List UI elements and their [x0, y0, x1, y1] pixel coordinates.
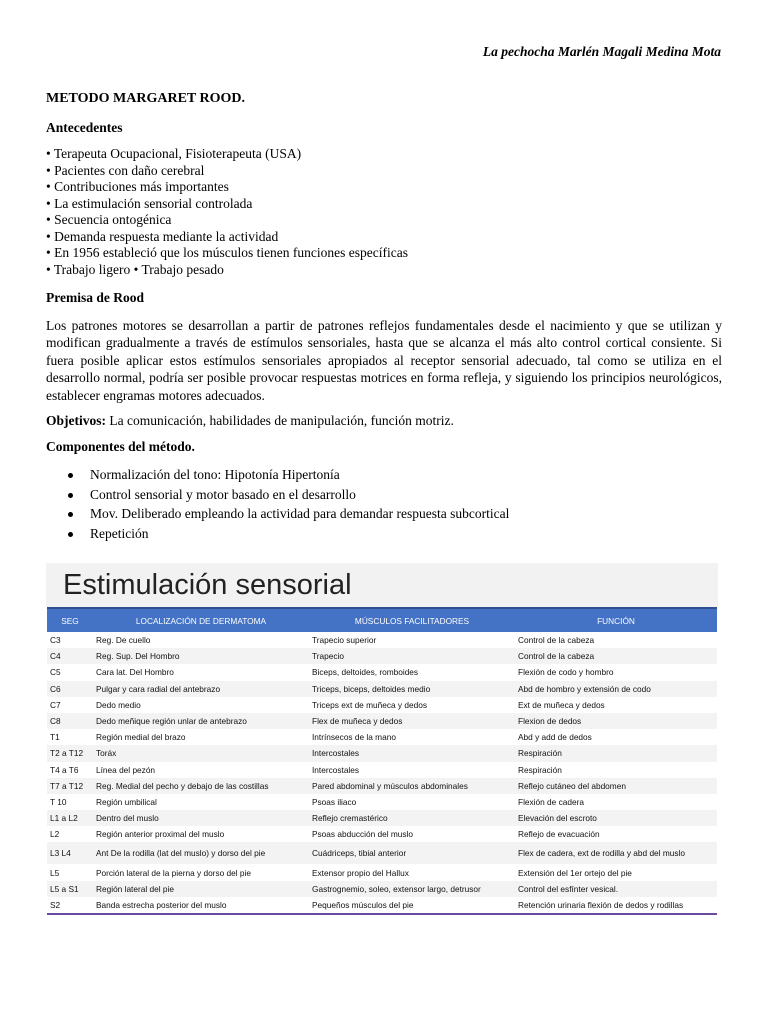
table-cell: Cara lat. Del Hombro — [93, 664, 309, 680]
table-cell: Ant De la rodilla (lat del muslo) y dorso del pie — [93, 842, 309, 864]
table-cell: Reflejo cremastérico — [309, 810, 515, 826]
table-row — [47, 794, 717, 810]
table-row — [47, 762, 717, 778]
componentes-item: Control sensorial y motor basado en el desarrollo — [90, 485, 722, 505]
table-cell: Región umbilical — [93, 794, 309, 810]
table-cell: Respiración — [515, 745, 717, 761]
table-row — [47, 826, 717, 842]
objetivos-text: La comunicación, habilidades de manipulación, función motriz. — [106, 413, 454, 428]
table-row — [47, 632, 717, 648]
table-cell: Control de la cabeza — [515, 648, 717, 664]
table-cell: C8 — [47, 713, 93, 729]
table-header-row — [47, 608, 717, 632]
table-cell: C5 — [47, 664, 93, 680]
table-cell: Región medial del brazo — [93, 729, 309, 745]
table-row — [47, 881, 717, 897]
document-title: METODO MARGARET ROOD. — [46, 91, 245, 106]
table-cell: Reg. Medial del pecho y debajo de las costillas — [93, 778, 309, 794]
table-cell: Porción lateral de la pierna y dorso del pie — [93, 864, 309, 880]
table-row — [47, 664, 717, 680]
table-cell: Psoas abducción del muslo — [309, 826, 515, 842]
table-cell: C4 — [47, 648, 93, 664]
antecedentes-item: • Pacientes con daño cerebral — [46, 162, 205, 178]
table-cell: Respiración — [515, 762, 717, 778]
table-cell: Pulgar y cara radial del antebrazo — [93, 681, 309, 697]
table-cell: Dedo meñique región unlar de antebrazo — [93, 713, 309, 729]
table-cell: Flex de cadera, ext de rodilla y abd del muslo — [515, 842, 717, 864]
table-cell: Flexión de cadera — [515, 794, 717, 810]
objetivos-label: Objetivos: — [46, 413, 106, 428]
table-cell: L3 L4 — [47, 842, 93, 864]
antecedentes-heading: Antecedentes — [46, 119, 123, 135]
table-cell: Región anterior proximal del muslo — [93, 826, 309, 842]
table-cell: Extensor propio del Hallux — [309, 864, 515, 880]
antecedentes-item: • Terapeuta Ocupacional, Fisioterapeuta (USA) — [46, 146, 302, 161]
table-cell: Flex de muñeca y dedos — [309, 713, 515, 729]
table-cell: Gastrognemio, soleo, extensor largo, detrusor — [309, 881, 515, 897]
table-cell: Reg. Sup. Del Hombro — [93, 648, 309, 664]
table-cell: Intercostales — [309, 762, 515, 778]
table-cell: Triceps, biceps, deltoides medio — [309, 681, 515, 697]
table-row — [47, 697, 717, 713]
table-cell: L5 — [47, 864, 93, 880]
table-cell: Flexion de dedos — [515, 713, 717, 729]
table-row — [47, 810, 717, 826]
table-cell: T7 a T12 — [47, 778, 93, 794]
table-row — [47, 864, 717, 880]
table-cell: C3 — [47, 632, 93, 648]
table-row — [47, 681, 717, 697]
table-cell: Ext de muñeca y dedos — [515, 697, 717, 713]
table-row — [47, 729, 717, 745]
table-cell: Psoas iliaco — [309, 794, 515, 810]
table-row — [47, 897, 717, 914]
premisa-heading: Premisa de Rood — [46, 290, 144, 305]
antecedentes-item: • En 1956 estableció que los músculos tienen funciones específicas — [46, 245, 409, 260]
premisa-paragraph: Los patrones motores se desarrollan a partir de patrones reflejos fundamentales desde el nacimiento y que se utilizan y modifican gradualmente a través de estímulos sensoriales, hasta que se alcanza el más alto control cortical consiente. Si fuera posible aplicar estos estímulos sensoriales apropiados al receptor sensorial adecuado, tal como se utiliza en el desarrollo normal, podría ser posible provocar respuestas motrices en forma refleja, y siguiendo los principios neurológicos, establecer engramas motores adecuados. — [46, 317, 722, 403]
table-header-cell: SEG — [47, 608, 93, 632]
document-body — [46, 91, 722, 543]
table-cell: Flexión de codo y hombro — [515, 664, 717, 680]
table-row — [47, 778, 717, 794]
antecedentes-item: • Demanda respuesta mediante la actividad — [46, 228, 279, 244]
componentes-list — [46, 465, 722, 543]
objetivos-line — [46, 413, 722, 430]
table-cell: Toráx — [93, 745, 309, 761]
table-cell: Trapecio — [309, 648, 515, 664]
table-cell: Abd de hombro y extensión de codo — [515, 681, 717, 697]
table-cell: L1 a L2 — [47, 810, 93, 826]
table-row — [47, 648, 717, 664]
table-cell: T2 a T12 — [47, 745, 93, 761]
table-cell: Línea del pezón — [93, 762, 309, 778]
table-cell: Retención urinaria flexión de dedos y rodillas — [515, 897, 717, 914]
table-cell: S2 — [47, 897, 93, 914]
table-row — [47, 842, 717, 864]
table-header-cell: LOCALIZACIÓN DE DERMATOMA — [93, 608, 309, 632]
table-cell: Región lateral del pie — [93, 881, 309, 897]
table-cell: Pared abdominal y músculos abdominales — [309, 778, 515, 794]
componentes-item: Normalización del tono: Hipotonía Hipertonía — [90, 465, 722, 485]
slide-title: Estimulación sensorial — [46, 563, 718, 607]
table-header-cell: MÚSCULOS FACILITADORES — [309, 608, 515, 632]
table-cell: C6 — [47, 681, 93, 697]
table-cell: Cuádriceps, tibial anterior — [309, 842, 515, 864]
table-cell: Reflejo cutáneo del abdomen — [515, 778, 717, 794]
table-cell: Control de la cabeza — [515, 632, 717, 648]
table-cell: L5 a S1 — [47, 881, 93, 897]
table-header-cell: FUNCIÓN — [515, 608, 717, 632]
componentes-item: Repetición — [90, 524, 722, 544]
table-row — [47, 713, 717, 729]
dermatome-table — [47, 607, 717, 915]
table-cell: T 10 — [47, 794, 93, 810]
table-cell: Control del esfínter vesical. — [515, 881, 717, 897]
antecedentes-item: • Trabajo ligero • Trabajo pesado — [46, 261, 224, 277]
table-cell: Biceps, deltoides, romboides — [309, 664, 515, 680]
antecedentes-list — [46, 146, 722, 278]
author-name: La pechocha Marlén Magali Medina Mota — [482, 44, 721, 59]
table-cell: Intrínsecos de la mano — [309, 729, 515, 745]
table-cell: Dentro del muslo — [93, 810, 309, 826]
table-body — [47, 632, 717, 914]
table-cell: T1 — [47, 729, 93, 745]
slide-image — [46, 563, 718, 943]
table-cell: Elevación del escroto — [515, 810, 717, 826]
table-cell: L2 — [47, 826, 93, 842]
componentes-heading: Componentes del método. — [46, 438, 195, 454]
table-cell: Intercostales — [309, 745, 515, 761]
componentes-item: Mov. Deliberado empleando la actividad para demandar respuesta subcortical — [90, 504, 722, 524]
table-cell: T4 a T6 — [47, 762, 93, 778]
table-cell: Banda estrecha posterior del muslo — [93, 897, 309, 914]
table-cell: Extensión del 1er ortejo del pie — [515, 864, 717, 880]
table-cell: Reg. De cuello — [93, 632, 309, 648]
antecedentes-item: • Contribuciones más importantes — [46, 179, 229, 194]
table-row — [47, 745, 717, 761]
table-cell: Abd y add de dedos — [515, 729, 717, 745]
antecedentes-item: • Secuencia ontogénica — [46, 212, 172, 227]
table-cell: C7 — [47, 697, 93, 713]
table-cell: Triceps ext de muñeca y dedos — [309, 697, 515, 713]
table-cell: Dedo medio — [93, 697, 309, 713]
table-cell: Trapecio superior — [309, 632, 515, 648]
antecedentes-item: • La estimulación sensorial controlada — [46, 195, 253, 211]
table-cell: Pequeños músculos del pie — [309, 897, 515, 914]
table-cell: Reflejo de evacuación — [515, 826, 717, 842]
